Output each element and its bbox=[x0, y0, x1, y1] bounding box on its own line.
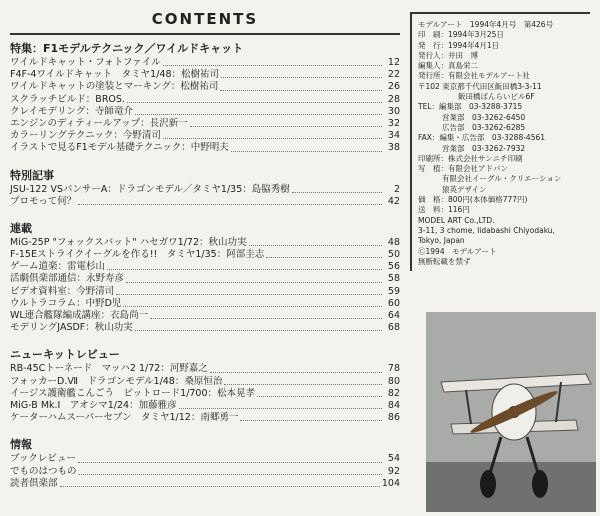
toc-entry bbox=[10, 261, 400, 273]
leader-dots bbox=[257, 388, 382, 397]
colophon bbox=[410, 12, 590, 271]
leader-dots bbox=[79, 466, 382, 475]
contents-column bbox=[10, 10, 400, 490]
leader-dots bbox=[123, 298, 382, 307]
toc-entry bbox=[10, 363, 400, 375]
toc-entry bbox=[10, 57, 400, 69]
toc-entry-page: 60 bbox=[387, 297, 400, 309]
toc-entry-page: 68 bbox=[387, 322, 400, 334]
toc-entry-page: 58 bbox=[387, 273, 400, 285]
leader-dots bbox=[292, 184, 382, 193]
toc-entry bbox=[10, 273, 400, 285]
toc-entry-page: 42 bbox=[387, 195, 400, 207]
toc-entry-page: 56 bbox=[387, 261, 400, 273]
toc-entry-page: 80 bbox=[387, 375, 400, 387]
toc-entry bbox=[10, 400, 400, 412]
leader-dots bbox=[163, 57, 382, 66]
toc-entry-page: 54 bbox=[387, 453, 400, 465]
colophon-line: FAX：編集・広告部 03-3288-4561 bbox=[418, 133, 546, 143]
toc-entry-page: 59 bbox=[387, 285, 400, 297]
toc-entry bbox=[10, 388, 400, 400]
colophon-line: 編集人：真島栄二 bbox=[418, 61, 478, 71]
toc-entry-title: プロモって何？ bbox=[10, 195, 77, 207]
toc-entry-page: 84 bbox=[387, 399, 400, 411]
toc-entry bbox=[10, 142, 400, 154]
colophon-line: 広告部 03-3262-6285 bbox=[442, 122, 526, 132]
toc-entry-page: 48 bbox=[387, 236, 400, 248]
section-heading: ニューキットレビュー bbox=[10, 348, 120, 362]
colophon-line: TEL：編集部 03-3288-3715 bbox=[418, 102, 523, 112]
leader-dots bbox=[60, 478, 380, 487]
toc-entry-title: MiG-B Mk.Ⅰ アオシマ1/24：加藤雅彦 bbox=[10, 399, 177, 411]
colophon-line: 〒102 東京都千代田区飯田橋3-3-11 bbox=[418, 81, 542, 91]
section-heading: 特集：F1モデルテクニック／ワイルドキャット bbox=[10, 42, 244, 55]
toc-entry-page: 28 bbox=[387, 93, 400, 105]
toc-entry-page: 86 bbox=[387, 412, 400, 424]
toc-entry bbox=[10, 249, 400, 261]
leader-dots bbox=[135, 106, 382, 115]
toc-entry-page: 30 bbox=[387, 105, 400, 117]
toc-entry bbox=[10, 478, 400, 490]
toc-entry-title: ゲーム道楽：雷電杉山 bbox=[10, 261, 106, 273]
colophon-line: 営業部 03-3262-6450 bbox=[442, 112, 526, 122]
toc-entry bbox=[10, 453, 400, 465]
colophon-line: 発行所：有限会社モデルアート社 bbox=[418, 71, 530, 81]
leader-dots bbox=[266, 249, 382, 258]
colophon-line: 写 植：有限会社アドバン bbox=[418, 164, 508, 174]
colophon-line: 3-11, 3 chome, Iidabashi Chiyodaku, bbox=[418, 225, 555, 235]
leader-dots bbox=[116, 286, 382, 295]
toc-entry bbox=[10, 106, 400, 118]
colophon-line: MODEL ART Co.,LTD. bbox=[418, 215, 495, 225]
toc-entry bbox=[10, 286, 400, 298]
colophon-line: Ⓒ1994 モデルアート bbox=[418, 246, 497, 256]
colophon-line: 発 行：1994年4月1日 bbox=[418, 40, 500, 50]
toc-entry bbox=[10, 237, 400, 249]
toc-entry bbox=[10, 130, 400, 142]
colophon-line: 発行人：井田 博 bbox=[418, 50, 478, 60]
biplane-image bbox=[426, 312, 596, 512]
toc-entry bbox=[10, 376, 400, 388]
colophon-line: 価 格：800円(本体価格777円) bbox=[418, 195, 528, 205]
leader-dots bbox=[163, 130, 382, 139]
toc-entry-page: 32 bbox=[387, 117, 400, 129]
toc-entry-title: エンジンのディティールアップ：長沢新一 bbox=[10, 117, 188, 129]
toc-entry-title: イージス護衛艦こんごう ピットロード1/700：松本晃孝 bbox=[10, 387, 256, 399]
toc-entry-title: ワイルドキャット・フォトファイル bbox=[10, 57, 161, 68]
toc-entry bbox=[10, 310, 400, 322]
leader-dots bbox=[150, 310, 382, 319]
toc-entry bbox=[10, 196, 400, 208]
colophon-line: 有限会社イーグル・クリエーション bbox=[442, 174, 562, 184]
toc-entry-title: フォッカーD.Ⅶ ドラゴンモデル1/48：桑原恒治 bbox=[10, 375, 223, 387]
toc-entry-page: 78 bbox=[387, 363, 400, 375]
toc-entry-title: イラストで見るF1モデル基礎テクニック：中野明夫 bbox=[10, 142, 229, 154]
toc-entry-title: ケーターハムスーパーセブン タミヤ1/12：南郷勇一 bbox=[10, 412, 239, 424]
toc-entry-title: ビデオ資料室：今野清司 bbox=[10, 285, 115, 297]
toc-entry bbox=[10, 81, 400, 93]
toc-entry-title: クレイモデリング：寺師竜介 bbox=[10, 105, 133, 117]
leader-dots bbox=[221, 69, 382, 78]
toc-entry-page: 64 bbox=[387, 310, 400, 321]
leader-dots bbox=[224, 376, 382, 385]
toc-entry-title: でものはつもの bbox=[10, 465, 77, 477]
colophon-line: 印刷所：株式会社サンニチ印刷 bbox=[418, 153, 523, 163]
toc-entry-title: JSU-122 VSパンサーA：ドラゴンモデル／タミヤ1/35：島脇秀樹 bbox=[10, 183, 290, 195]
leader-dots bbox=[179, 400, 382, 409]
toc-entry-title: ブックレビュー bbox=[10, 453, 76, 465]
toc-entry-title: 読者倶楽部 bbox=[10, 477, 58, 489]
leader-dots bbox=[231, 142, 382, 151]
colophon-line: 送 料：116円 bbox=[418, 205, 470, 215]
colophon-line: 印 刷：1994年3月25日 bbox=[418, 30, 504, 40]
toc-entry-page: 92 bbox=[387, 465, 400, 477]
toc-entry-title: F-15Eストライクイーグルを作る!! タミヤ1/35：阿部圭志 bbox=[10, 249, 265, 261]
toc-entry-title: 活劇倶楽部通信：永野寿彦 bbox=[10, 273, 125, 285]
table-of-contents bbox=[10, 40, 400, 490]
toc-entry-title: MiG-25P "フォックスバット" ハセガワ1/72：秋山功実 bbox=[10, 236, 247, 248]
colophon-line: 無断転載を禁ず bbox=[418, 256, 471, 266]
section-heading: 情報 bbox=[10, 438, 32, 452]
toc-entry-title: RB-45Cトーネード マッハ2 1/72：河野嘉之 bbox=[10, 363, 208, 375]
toc-entry bbox=[10, 184, 400, 196]
colophon-line: 営業部 03-3262-7932 bbox=[442, 143, 526, 153]
section-heading: 連載 bbox=[10, 221, 32, 235]
toc-entry-title: WL連合艦隊編成講座：衣島尚一 bbox=[10, 310, 149, 321]
toc-entry-page: 2 bbox=[393, 183, 400, 195]
colophon-line: 猿英デザイン bbox=[442, 184, 487, 194]
toc-entry-page: 50 bbox=[387, 249, 400, 261]
toc-entry-title: ウルトラコラム：中野D児 bbox=[10, 297, 122, 309]
leader-dots bbox=[249, 237, 383, 246]
leader-dots bbox=[220, 81, 382, 90]
toc-entry-page: 34 bbox=[387, 130, 400, 142]
toc-entry bbox=[10, 94, 400, 106]
colophon-line: モデルアート 1994年4月号 第426号 bbox=[418, 20, 554, 29]
toc-entry-title: カラーリングテクニック：今野清司 bbox=[10, 130, 161, 142]
leader-dots bbox=[210, 363, 382, 372]
leader-dots bbox=[78, 453, 382, 462]
leader-dots bbox=[240, 412, 382, 421]
leader-dots bbox=[135, 322, 382, 331]
colophon-column bbox=[410, 12, 590, 271]
biplane-photo bbox=[426, 312, 596, 512]
toc-entry bbox=[10, 118, 400, 130]
toc-entry-page: 22 bbox=[387, 69, 400, 81]
toc-entry-page: 26 bbox=[387, 81, 400, 93]
toc-entry bbox=[10, 69, 400, 81]
toc-entry bbox=[10, 322, 400, 334]
toc-entry-page: 38 bbox=[387, 142, 400, 154]
toc-entry bbox=[10, 466, 400, 478]
toc-entry bbox=[10, 412, 400, 424]
toc-entry bbox=[10, 298, 400, 310]
leader-dots bbox=[126, 273, 382, 282]
toc-entry-page: 12 bbox=[387, 57, 400, 68]
toc-entry-title: モデリングJASDF：秋山功実 bbox=[10, 322, 133, 334]
colophon-line: Tokyo, Japan bbox=[418, 236, 465, 246]
leader-dots bbox=[107, 261, 382, 270]
toc-entry-page: 104 bbox=[381, 477, 400, 489]
leader-dots bbox=[78, 196, 382, 205]
contents-title: CONTENTS bbox=[10, 10, 400, 35]
toc-entry-title: スクラッチビルド：BROS. bbox=[10, 93, 125, 105]
toc-entry-page: 82 bbox=[387, 387, 400, 399]
toc-entry-title: ワイルドキャットの塗装とマーキング：松樹祐司 bbox=[10, 81, 219, 93]
leader-dots bbox=[127, 94, 382, 103]
section-heading: 特別記事 bbox=[10, 168, 54, 182]
toc-entry-title: F4F-4ワイルドキャット タミヤ1/48：松樹祐司 bbox=[10, 69, 219, 81]
leader-dots bbox=[190, 118, 382, 127]
colophon-line: 飯田橋ばんらいビル6F bbox=[458, 92, 535, 102]
